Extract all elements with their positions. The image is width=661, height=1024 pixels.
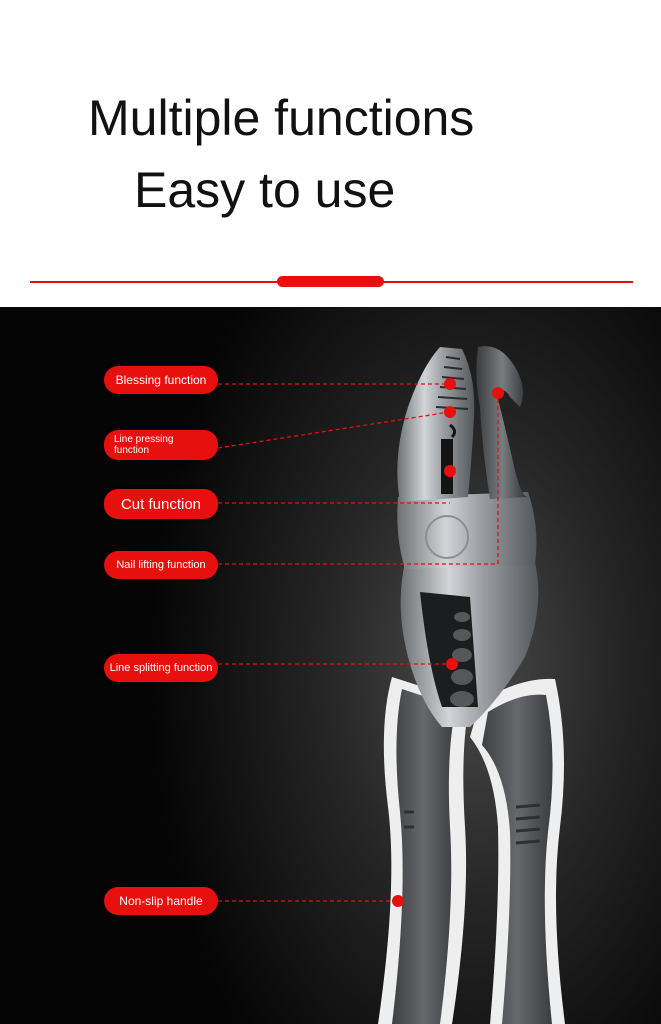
callout-label: Blessing function: [115, 373, 207, 387]
headline-line-1: Multiple functions: [88, 90, 475, 146]
callout-blessing-function: [104, 366, 218, 394]
callout-non-slip-handle: [104, 887, 218, 915]
combination-pliers-icon: [378, 346, 565, 1024]
product-panel: [0, 307, 661, 1024]
headline-line-2: Easy to use: [134, 162, 396, 218]
divider-pill: [277, 276, 384, 287]
callout-cut-function: [104, 489, 218, 519]
callout-label: Non-slip handle: [119, 894, 203, 908]
left-jaw: [397, 347, 474, 502]
right-handle-grip: [482, 695, 553, 1024]
pliers-illustration: [0, 307, 661, 1024]
callout-label: Cut function: [120, 495, 202, 513]
callout-line-splitting-function: [104, 654, 218, 682]
callout-line-pressing-function: [104, 430, 218, 460]
callout-nail-lifting-function: [104, 551, 218, 579]
right-jaw: [476, 346, 528, 499]
header-section: [0, 0, 661, 307]
callout-label: Line pressing function: [114, 434, 174, 456]
callout-label: Line splitting function: [109, 662, 213, 674]
callout-label: Nail lifting function: [116, 559, 206, 571]
